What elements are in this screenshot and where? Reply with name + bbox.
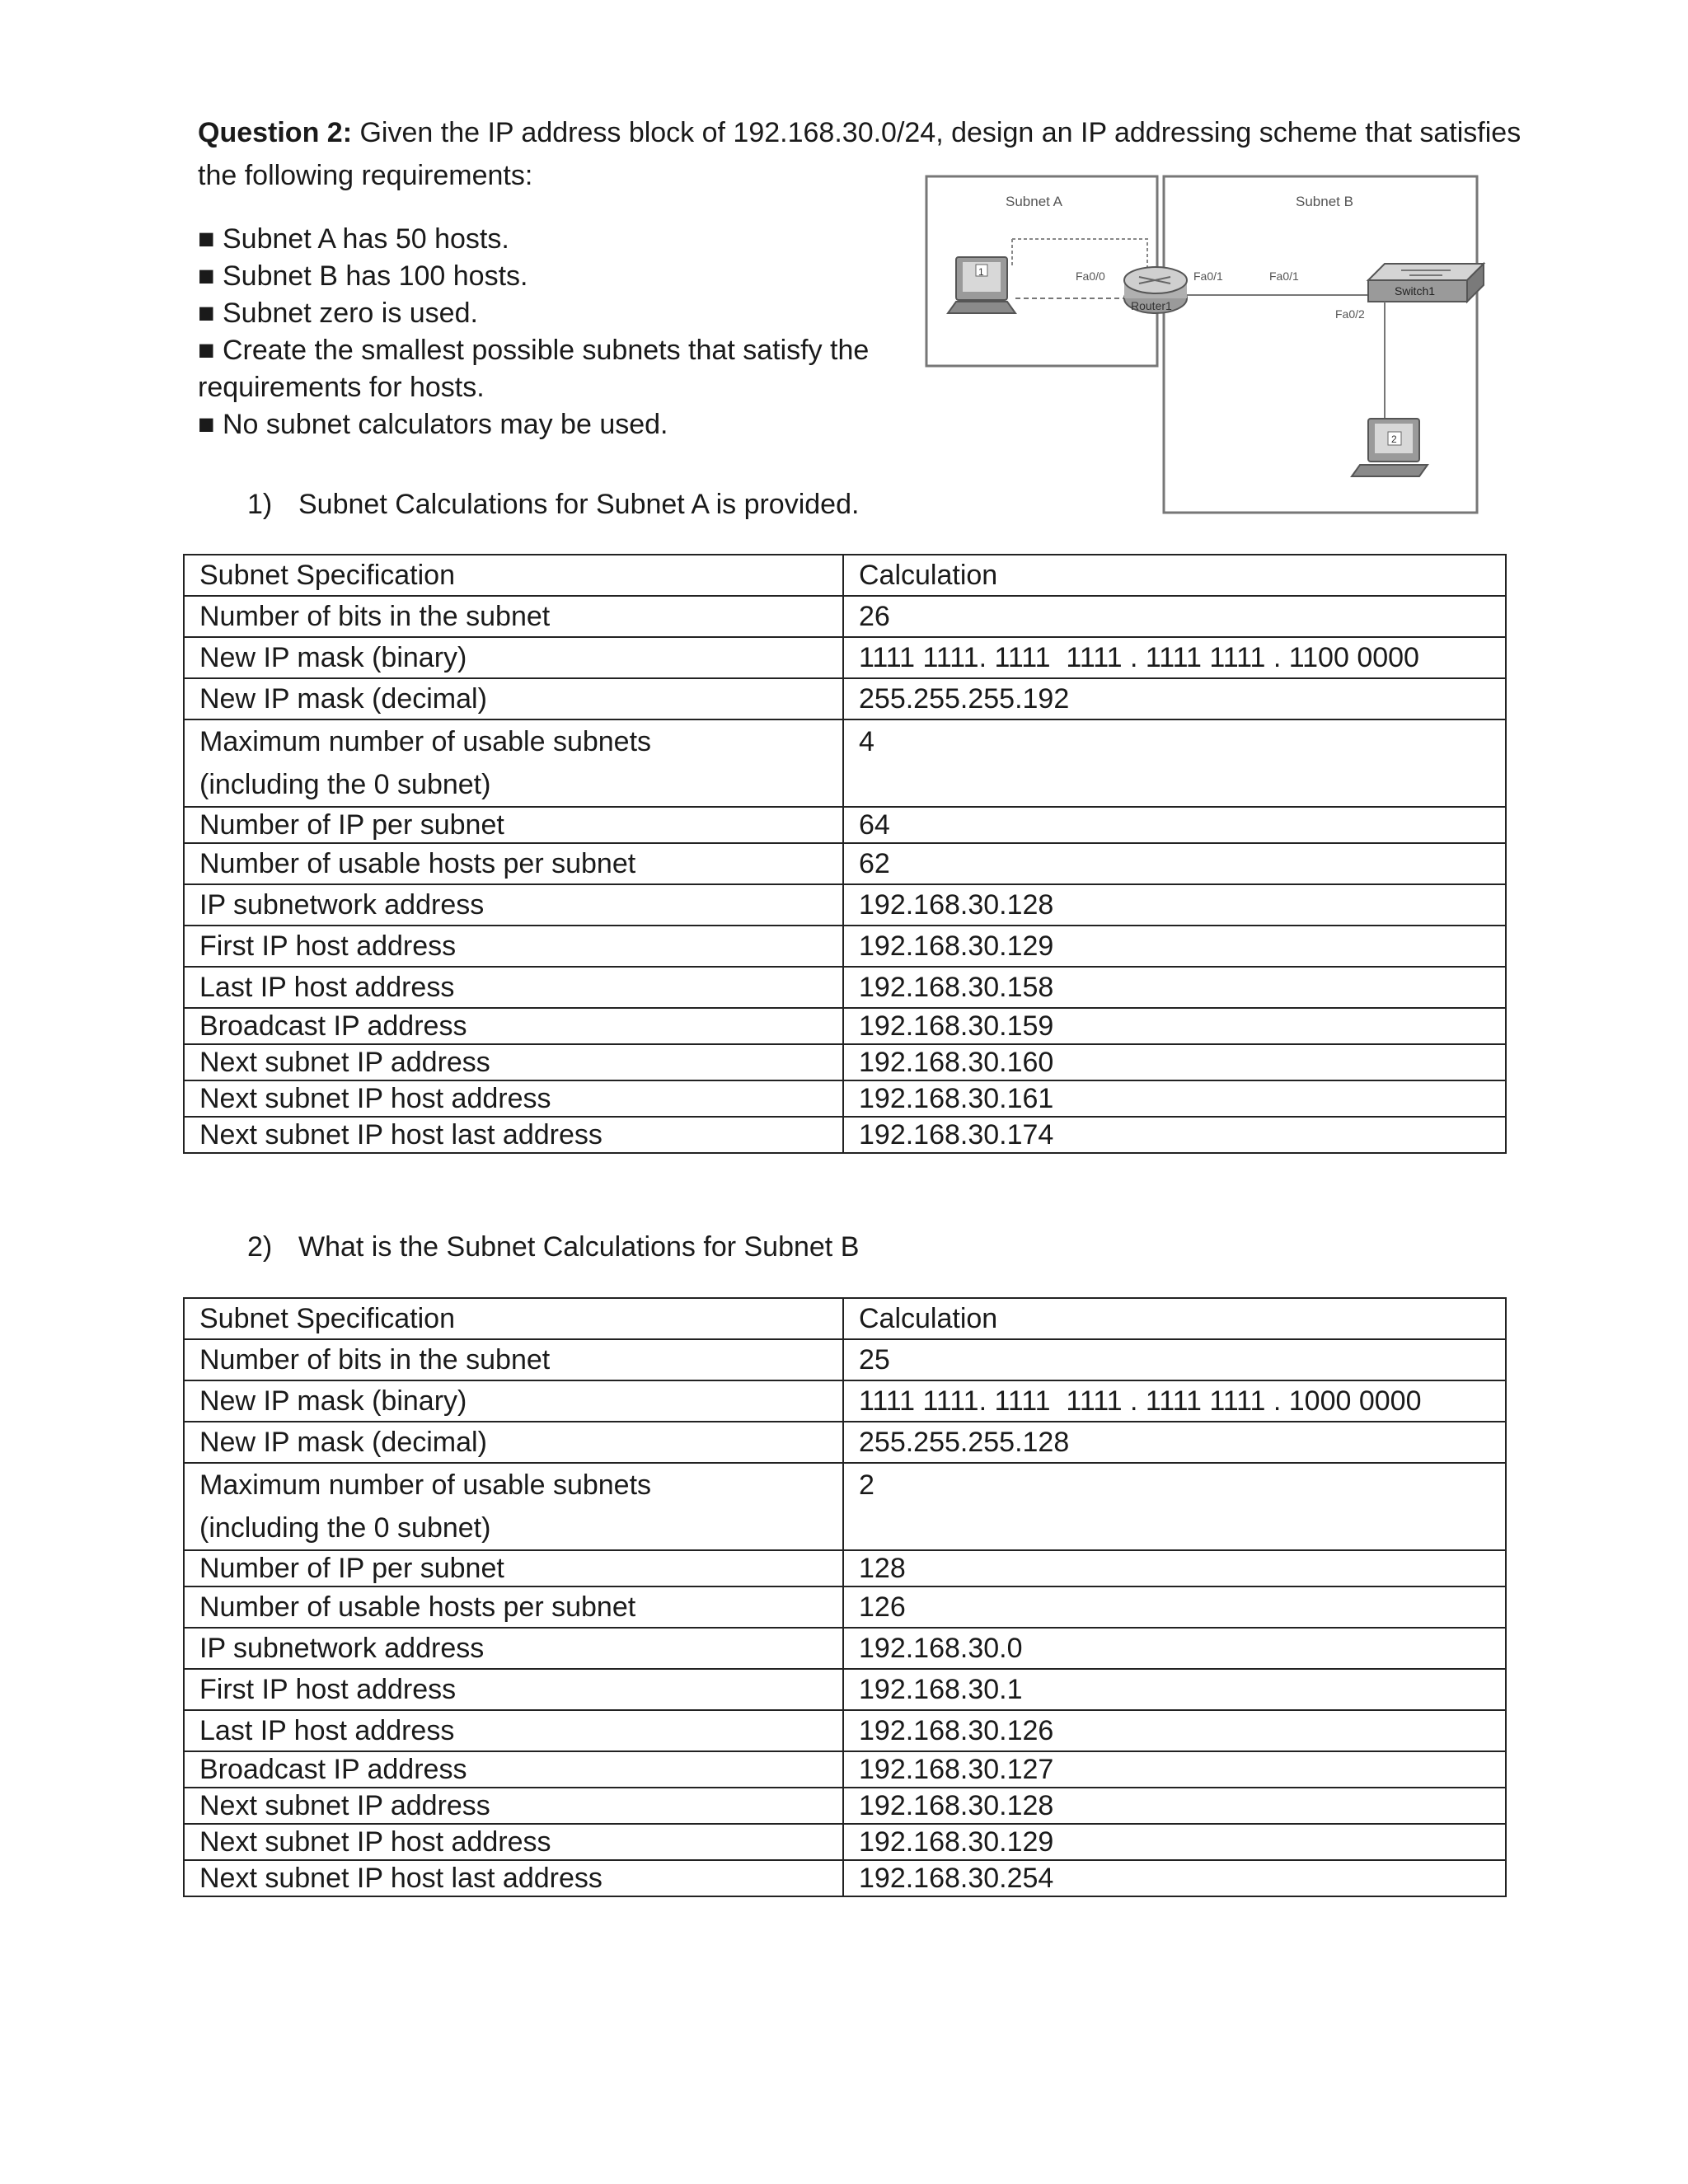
table-row — [184, 1710, 1506, 1751]
subnet-a-table — [183, 554, 1507, 1154]
spec-cell: Next subnet IP address — [184, 1044, 843, 1080]
calc-cell: 1111 1111. 1111 1111 . 1111 1111 . 1100 0000 — [843, 637, 1506, 678]
calc-cell: 128 — [843, 1550, 1506, 1586]
switch-fa01-label: Fa0/1 — [1269, 269, 1299, 283]
requirement-item: ■ Subnet A has 50 hosts. — [198, 223, 509, 255]
calc-cell: 192.168.30.174 — [843, 1117, 1506, 1153]
section1-number: 1) — [247, 489, 273, 520]
switch-fa02-label: Fa0/2 — [1335, 307, 1365, 321]
table-row — [184, 1008, 1506, 1044]
spec-cell: Last IP host address — [184, 1710, 843, 1751]
table-header-row — [184, 555, 1506, 596]
network-diagram — [923, 173, 1492, 519]
spec-cell: Next subnet IP host last address — [184, 1860, 843, 1896]
spec-cell: Next subnet IP address — [184, 1788, 843, 1824]
calc-cell: 126 — [843, 1586, 1506, 1628]
calc-cell: 192.168.30.127 — [843, 1751, 1506, 1788]
calc-cell: 192.168.30.129 — [843, 1824, 1506, 1860]
table-row — [184, 1339, 1506, 1380]
table-row — [184, 719, 1506, 807]
table-row — [184, 1824, 1506, 1860]
calc-cell: 192.168.30.159 — [843, 1008, 1506, 1044]
spec-cell — [184, 719, 843, 807]
question-line-2: the following requirements: — [198, 160, 533, 191]
calc-cell: 62 — [843, 843, 1506, 884]
question-label: Question 2: — [198, 117, 353, 148]
calc-cell: 192.168.30.1 — [843, 1669, 1506, 1710]
table-row — [184, 926, 1506, 967]
subnet-b-table — [183, 1297, 1507, 1897]
table-header-row — [184, 1298, 1506, 1339]
table-row — [184, 807, 1506, 843]
header-calc: Calculation — [843, 555, 1506, 596]
section2-number: 2) — [247, 1231, 273, 1263]
router-icon — [1124, 267, 1187, 313]
pc2-icon — [1352, 419, 1428, 476]
table-row — [184, 1380, 1506, 1422]
header-spec: Subnet Specification — [184, 1298, 843, 1339]
section1-heading — [247, 484, 859, 525]
spec-cell: New IP mask (decimal) — [184, 1422, 843, 1463]
pc1-label: 1 — [978, 266, 984, 278]
calc-cell: 2 — [843, 1463, 1506, 1550]
subnet-b-label: Subnet B — [1296, 194, 1353, 209]
calc-cell: 192.168.30.254 — [843, 1860, 1506, 1896]
calc-cell: 192.168.30.0 — [843, 1628, 1506, 1669]
spec-cell: Next subnet IP host address — [184, 1824, 843, 1860]
calc-cell: 192.168.30.128 — [843, 884, 1506, 926]
table-row — [184, 1751, 1506, 1788]
table-row — [184, 1550, 1506, 1586]
requirement-item: ■ No subnet calculators may be used. — [198, 409, 668, 440]
spec-cell: Number of IP per subnet — [184, 807, 843, 843]
requirement-item: ■ Subnet B has 100 hosts. — [198, 260, 528, 292]
calc-cell: 64 — [843, 807, 1506, 843]
spec-cell: Broadcast IP address — [184, 1751, 843, 1788]
table-row — [184, 843, 1506, 884]
calc-cell: 192.168.30.158 — [843, 967, 1506, 1008]
table-row — [184, 884, 1506, 926]
table-row — [184, 1117, 1506, 1153]
question-line-1 — [198, 111, 1521, 154]
calc-cell: 192.168.30.161 — [843, 1080, 1506, 1117]
pc1-icon — [948, 257, 1015, 313]
spec-cell: Last IP host address — [184, 967, 843, 1008]
spec-cell: Next subnet IP host last address — [184, 1117, 843, 1153]
calc-cell: 26 — [843, 596, 1506, 637]
table-row — [184, 1044, 1506, 1080]
table-row — [184, 1860, 1506, 1896]
pc2-label: 2 — [1391, 434, 1397, 445]
subnet-a-path — [1012, 239, 1147, 270]
spec-cell: New IP mask (decimal) — [184, 678, 843, 719]
spec-cell — [184, 1463, 843, 1550]
network-diagram-svg — [923, 173, 1492, 519]
section2-title: What is the Subnet Calculations for Subnet B — [298, 1231, 860, 1263]
spec-line: Maximum number of usable subnets — [199, 726, 652, 757]
spec-cell: Broadcast IP address — [184, 1008, 843, 1044]
switch-icon — [1368, 264, 1484, 302]
calc-cell: 4 — [843, 719, 1506, 807]
table-row — [184, 1080, 1506, 1117]
table-row — [184, 678, 1506, 719]
question-text: Given the IP address block of 192.168.30.0/24, design an IP addressing scheme that satisfies — [352, 117, 1522, 148]
router-fa01-label: Fa0/1 — [1193, 269, 1223, 283]
calc-cell: 192.168.30.128 — [843, 1788, 1506, 1824]
switch-label: Switch1 — [1395, 284, 1436, 298]
spec-cell: Number of bits in the subnet — [184, 1339, 843, 1380]
spec-cell: New IP mask (binary) — [184, 637, 843, 678]
calc-cell: 255.255.255.128 — [843, 1422, 1506, 1463]
spec-cell: Number of IP per subnet — [184, 1550, 843, 1586]
table-row — [184, 596, 1506, 637]
subnet-b-box — [1164, 176, 1477, 513]
spec-cell: First IP host address — [184, 926, 843, 967]
section1-title: Subnet Calculations for Subnet A is provided. — [298, 489, 860, 520]
spec-line: Maximum number of usable subnets — [199, 1469, 652, 1501]
table-row — [184, 1669, 1506, 1710]
table-row — [184, 1628, 1506, 1669]
header-calc: Calculation — [843, 1298, 1506, 1339]
spec-cell: Number of bits in the subnet — [184, 596, 843, 637]
router-label: Router1 — [1131, 299, 1172, 312]
spec-cell: IP subnetwork address — [184, 884, 843, 926]
spec-cell: IP subnetwork address — [184, 1628, 843, 1669]
spec-cell: New IP mask (binary) — [184, 1380, 843, 1422]
section2-heading — [247, 1226, 859, 1268]
spec-line: (including the 0 subnet) — [199, 1512, 491, 1544]
table-row — [184, 967, 1506, 1008]
requirement-item: ■ Subnet zero is used. — [198, 298, 478, 329]
requirement-item: ■ Create the smallest possible subnets that satisfy the requirements for hosts. — [198, 335, 870, 403]
table-row — [184, 1586, 1506, 1628]
spec-cell: Number of usable hosts per subnet — [184, 843, 843, 884]
spec-cell: Next subnet IP host address — [184, 1080, 843, 1117]
header-spec: Subnet Specification — [184, 555, 843, 596]
calc-cell: 192.168.30.126 — [843, 1710, 1506, 1751]
table-row — [184, 637, 1506, 678]
table-row — [184, 1788, 1506, 1824]
requirements-list — [198, 221, 907, 443]
calc-cell: 192.168.30.129 — [843, 926, 1506, 967]
table-row — [184, 1422, 1506, 1463]
router-fa00-label: Fa0/0 — [1076, 269, 1105, 283]
spec-line: (including the 0 subnet) — [199, 769, 491, 800]
spec-cell: Number of usable hosts per subnet — [184, 1586, 843, 1628]
spec-cell: First IP host address — [184, 1669, 843, 1710]
table-row — [184, 1463, 1506, 1550]
calc-cell: 25 — [843, 1339, 1506, 1380]
calc-cell: 192.168.30.160 — [843, 1044, 1506, 1080]
calc-cell: 255.255.255.192 — [843, 678, 1506, 719]
subnet-a-label: Subnet A — [1006, 194, 1063, 209]
calc-cell: 1111 1111. 1111 1111 . 1111 1111 . 1000 0000 — [843, 1380, 1506, 1422]
